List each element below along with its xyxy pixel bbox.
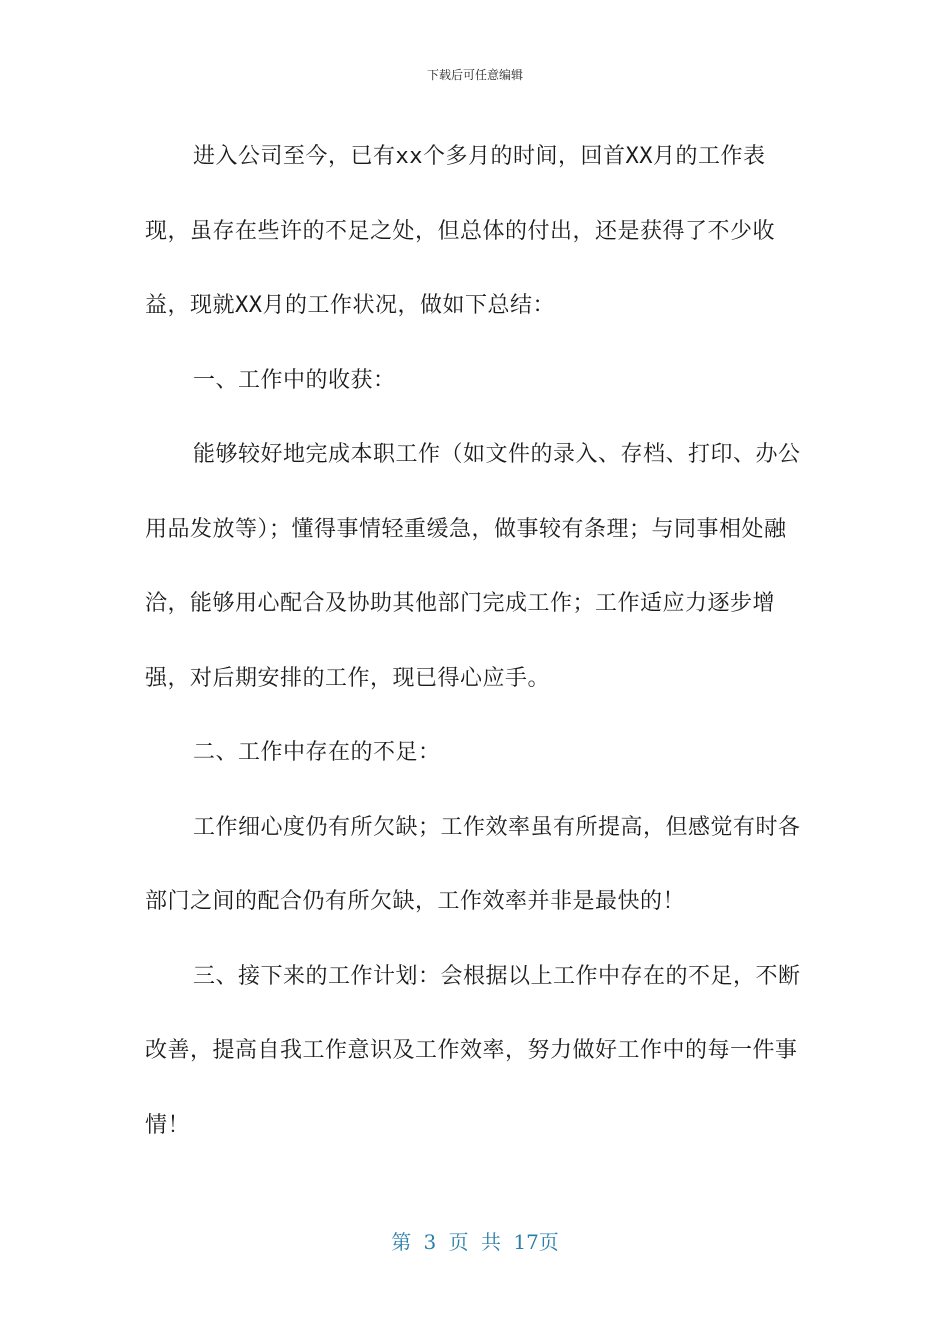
section-heading-shortcomings: 二、工作中存在的不足：	[193, 740, 441, 765]
paragraph-intro: 进入公司至今，已有xx个多月的时间，回首XX月的工作表现，虽存在些许的不足之处，但总体的付出，还是获得了不少收益，现就XX月的工作状况，做如下总结：	[145, 144, 776, 318]
header-note: 下载后可任意编辑	[426, 68, 523, 82]
paragraph-plan: 三、接下来的工作计划：会根据以上工作中存在的不足，不断改善，提高自我工作意识及工作效率，努力做好工作中的每一件事情！	[145, 963, 801, 1138]
section-heading-gains: 一、工作中的收获：	[193, 367, 396, 393]
paragraph-shortcomings: 工作细心度仍有所欠缺；工作效率虽有所提高，但感觉有时各部门之间的配合仍有所欠缺，工作效率并非是最快的！	[145, 814, 801, 914]
page-indicator: 第 3 页 共 17页	[391, 1230, 559, 1254]
document-body	[145, 120, 805, 1163]
paragraph-gains: 能够较好地完成本职工作（如文件的录入、存档、打印、办公用品发放等）；懂得事情轻重缓急，做事较有条理；与同事相处融洽，能够用心配合及协助其他部门完成工作；工作适应力逐步增强，对后期安排的工作，现已得心应手。	[145, 442, 801, 691]
